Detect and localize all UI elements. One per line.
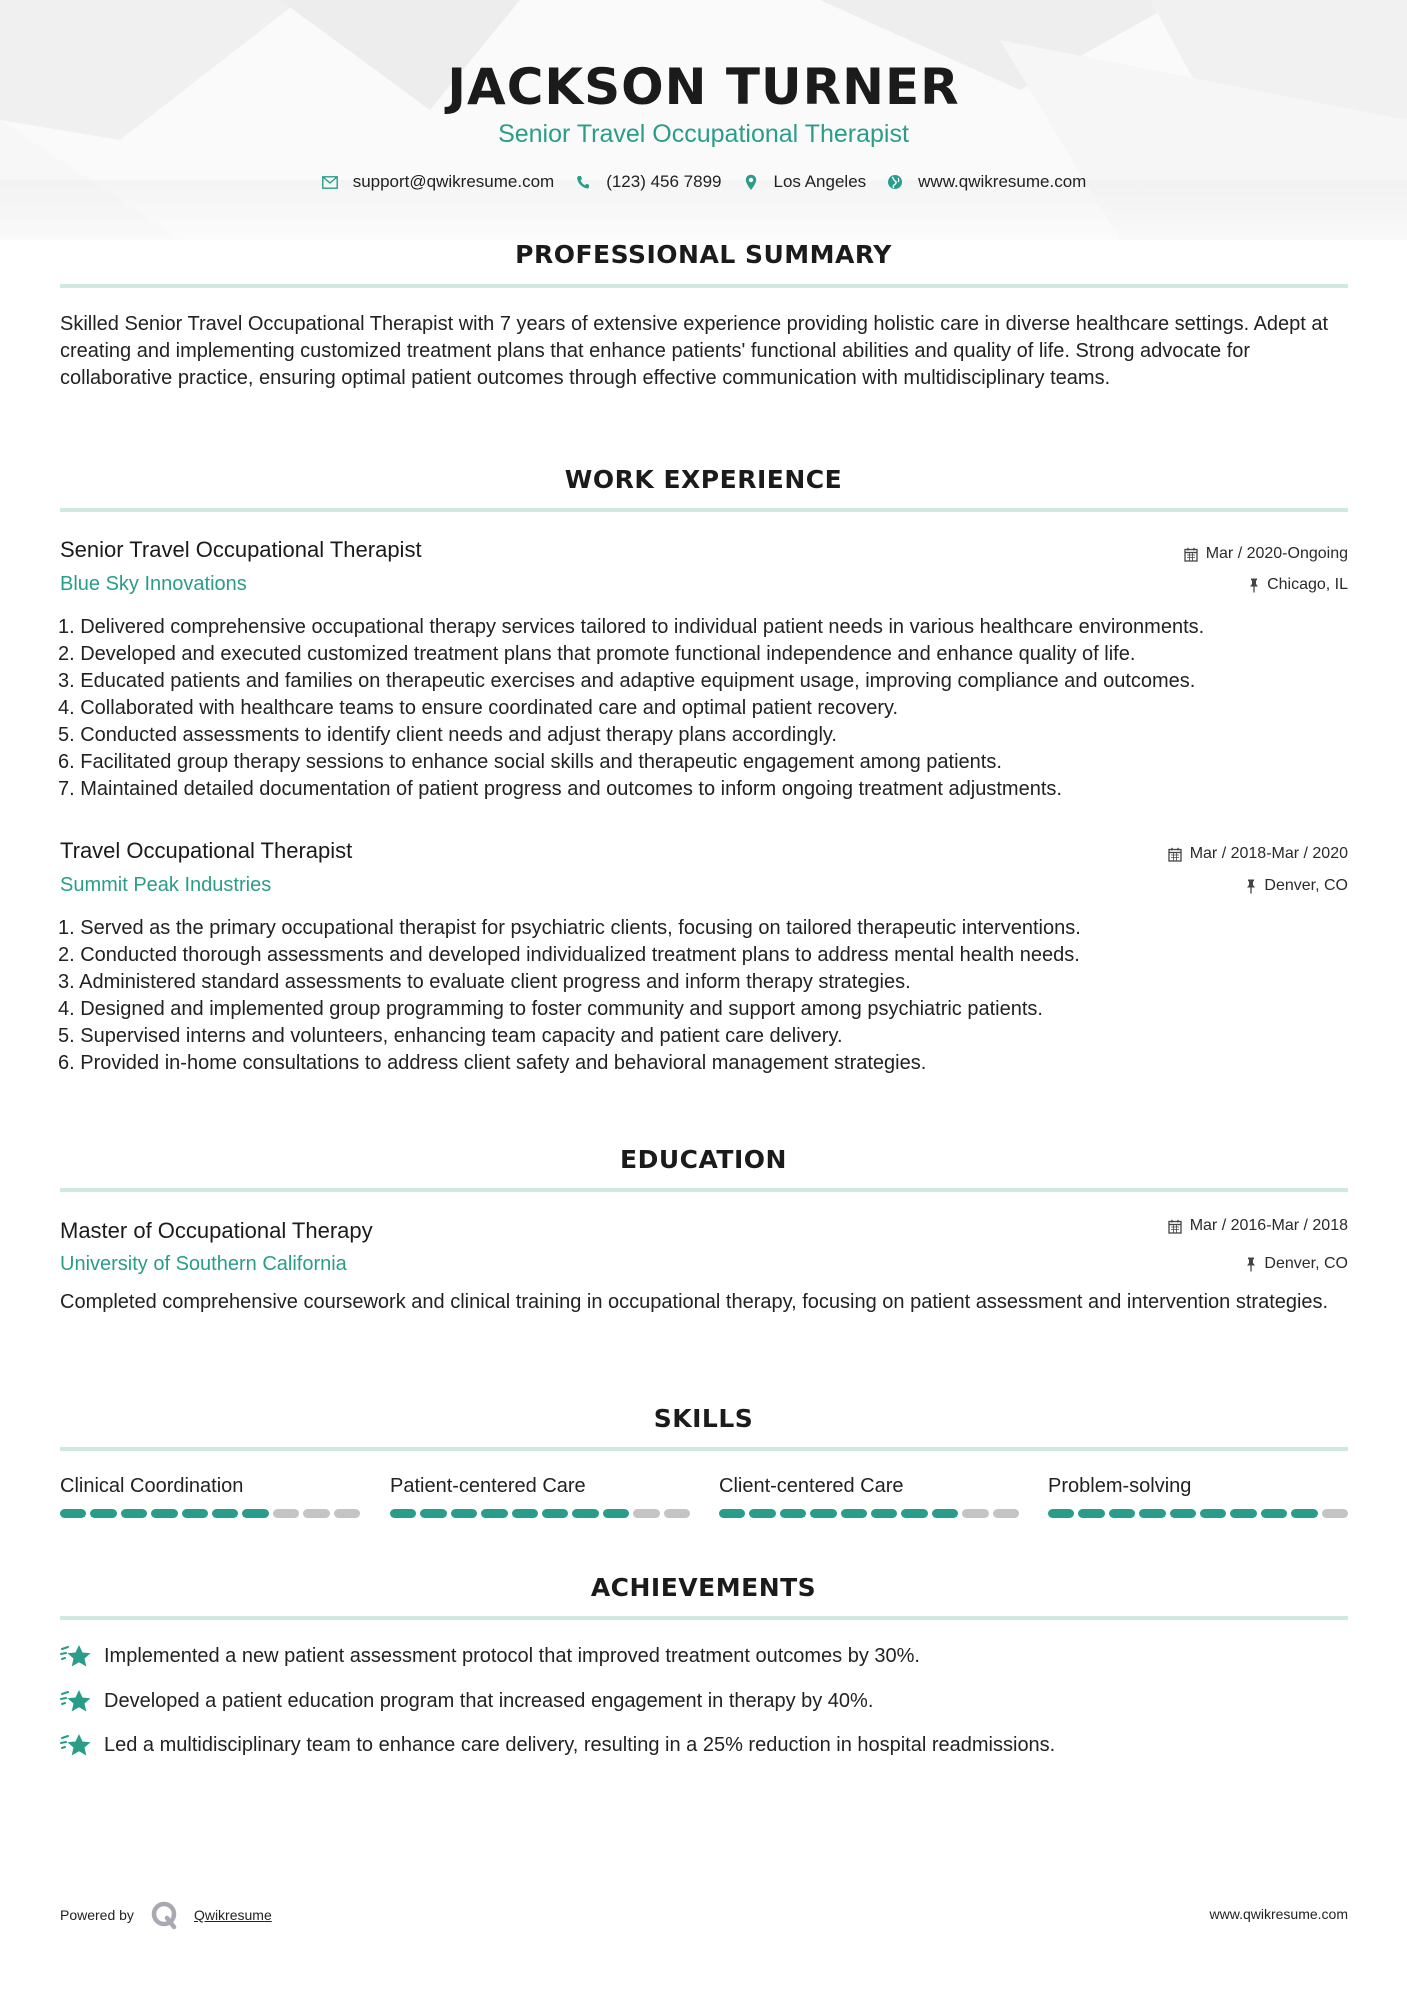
star-icon [60, 1687, 92, 1715]
bullet-item: 3. Educated patients and families on therapeutic exercises and adaptive equipment usage, improving compliance and outcomes. [58, 670, 1196, 692]
skill-segment-filled [451, 1509, 477, 1518]
section-heading-achievements: ACHIEVEMENTS [590, 1573, 817, 1602]
bullet-item: 4. Designed and implemented group programming to foster community and support among psychiatric patients. [58, 998, 1043, 1020]
skill-segment-filled [719, 1509, 745, 1518]
section-divider [60, 1188, 1348, 1192]
job-title: Travel Occupational Therapist [60, 838, 353, 863]
achievement-text: Developed a patient education program that increased engagement in therapy by 40%. [104, 1689, 874, 1712]
skill-segment-filled [1230, 1509, 1256, 1518]
skill-level-bar [390, 1509, 690, 1518]
section-heading-education: EDUCATION [620, 1145, 787, 1174]
bullet-item: 6. Provided in-home consultations to address client safety and behavioral management strategies. [58, 1052, 927, 1074]
job-location-text: Chicago, IL [1267, 576, 1348, 593]
skill-segment-filled [60, 1509, 86, 1518]
skill-segment-empty [1322, 1509, 1348, 1518]
map-pin-icon [742, 173, 760, 191]
skill-segment-filled [1200, 1509, 1226, 1518]
footer-website[interactable]: www.qwikresume.com [1209, 1906, 1348, 1922]
skill-item [60, 1475, 360, 1518]
skill-segment-filled [90, 1509, 116, 1518]
bullet-item: 7. Maintained detailed documentation of patient progress and outcomes to inform ongoing treatment adjustments. [58, 778, 1062, 800]
bullet-item: 5. Supervised interns and volunteers, enhancing team capacity and patient care delivery. [58, 1025, 843, 1047]
skill-segment-filled [1139, 1509, 1165, 1518]
skill-segment-empty [962, 1509, 988, 1518]
job-bullets [58, 614, 1358, 803]
skill-segment-filled [603, 1509, 629, 1518]
skill-segment-filled [390, 1509, 416, 1518]
job-dates-text: Mar / 2018-Mar / 2020 [1189, 845, 1348, 862]
skill-segment-filled [1291, 1509, 1317, 1518]
skill-level-bar [60, 1509, 360, 1518]
globe-icon [886, 173, 904, 191]
envelope-icon [321, 173, 339, 191]
section-divider [60, 284, 1348, 288]
skill-segment-filled [121, 1509, 147, 1518]
skill-item [1048, 1475, 1348, 1518]
section-divider [60, 1447, 1348, 1451]
summary-text: Skilled Senior Travel Occupational Therapist with 7 years of extensive experience providing holistic care in diverse healthcare settings. Adept at creating and implementing customized treatment plans that enhance patients' functional abilities and quality of life. Strong advocate for collaborative practice, ensuring optimal patient outcomes through effective communication with multidisciplinary teams. [60, 313, 1329, 389]
skill-segment-filled [1109, 1509, 1135, 1518]
education-dates [1168, 1217, 1348, 1235]
star-icon [60, 1731, 92, 1759]
skill-segment-filled [1170, 1509, 1196, 1518]
education-dates-text: Mar / 2016-Mar / 2018 [1189, 1217, 1348, 1234]
star-icon [60, 1642, 92, 1670]
bullet-item: 2. Conducted thorough assessments and developed individualized treatment plans to address mental health needs. [58, 944, 1080, 966]
bullet-item: 5. Conducted assessments to identify client needs and adjust therapy plans accordingly. [58, 724, 837, 746]
education-location-text: Denver, CO [1264, 1255, 1348, 1272]
section-heading-experience: WORK EXPERIENCE [564, 465, 843, 494]
pushpin-icon [1249, 578, 1259, 593]
skill-segment-filled [512, 1509, 538, 1518]
skill-name: Problem-solving [1048, 1475, 1192, 1497]
skill-segment-filled [481, 1509, 507, 1518]
job-title: Senior Travel Occupational Therapist [60, 537, 422, 562]
bullet-item: 3. Administered standard assessments to evaluate client progress and inform therapy strategies. [58, 971, 911, 993]
job-location [1249, 576, 1348, 594]
achievement-item [60, 1731, 1055, 1759]
contact-website-text: www.qwikresume.com [918, 172, 1087, 191]
contact-location-text: Los Angeles [773, 172, 867, 191]
phone-icon [574, 173, 592, 191]
bullet-item: 1. Delivered comprehensive occupational therapy services tailored to individual patient needs in various healthcare environments. [58, 616, 1205, 638]
skill-segment-filled [242, 1509, 268, 1518]
skill-segment-filled [810, 1509, 836, 1518]
job-location [1246, 877, 1348, 895]
skill-segment-filled [151, 1509, 177, 1518]
skill-segment-empty [664, 1509, 690, 1518]
section-heading-summary: PROFESSIONAL SUMMARY [515, 240, 892, 269]
pushpin-icon [1246, 1257, 1256, 1272]
skill-segment-filled [841, 1509, 867, 1518]
footer-powered-by [60, 1900, 272, 1930]
school-name: University of Southern California [60, 1253, 347, 1275]
skill-segment-filled [749, 1509, 775, 1518]
skill-segment-empty [993, 1509, 1019, 1518]
contact-website[interactable] [886, 172, 1086, 192]
contact-email-text: support@qwikresume.com [352, 172, 555, 191]
skill-name: Patient-centered Care [390, 1475, 586, 1497]
contact-phone[interactable] [574, 172, 721, 192]
qwikresume-link[interactable]: Qwikresume [193, 1907, 272, 1923]
contact-bar [0, 172, 1407, 192]
achievement-text: Led a multidisciplinary team to enhance care delivery, resulting in a 25% reduction in hospital readmissions. [104, 1733, 1056, 1756]
job-location-text: Denver, CO [1264, 877, 1348, 894]
education-description: Completed comprehensive coursework and clinical training in occupational therapy, focusing on patient assessment and intervention strategies. [60, 1291, 1329, 1313]
skill-segment-filled [871, 1509, 897, 1518]
skill-segment-empty [273, 1509, 299, 1518]
skill-segment-filled [780, 1509, 806, 1518]
achievement-item [60, 1642, 920, 1670]
job-dates [1184, 545, 1348, 563]
section-divider [60, 508, 1348, 512]
qwikresume-logo-icon [150, 1900, 180, 1930]
section-heading-skills: SKILLS [653, 1404, 754, 1433]
contact-email[interactable] [321, 172, 555, 192]
job-dates-text: Mar / 2020-Ongoing [1205, 545, 1348, 562]
skill-segment-empty [303, 1509, 329, 1518]
contact-location [742, 172, 867, 192]
skill-segment-empty [334, 1509, 360, 1518]
pushpin-icon [1246, 879, 1256, 894]
bullet-item: 6. Facilitated group therapy sessions to enhance social skills and therapeutic engagement among patients. [58, 751, 1002, 773]
job-dates [1168, 845, 1348, 863]
skill-name: Clinical Coordination [60, 1475, 244, 1497]
calendar-icon [1168, 1219, 1182, 1234]
skill-segment-filled [420, 1509, 446, 1518]
calendar-icon [1184, 547, 1198, 562]
calendar-icon [1168, 847, 1182, 862]
skill-segment-filled [542, 1509, 568, 1518]
skill-level-bar [719, 1509, 1019, 1518]
skill-segment-filled [1078, 1509, 1104, 1518]
skill-segment-filled [182, 1509, 208, 1518]
powered-by-label: Powered by [60, 1907, 134, 1923]
job-bullets [58, 915, 1358, 1077]
degree-title: Master of Occupational Therapy [60, 1218, 373, 1243]
skill-segment-filled [212, 1509, 238, 1518]
section-divider [60, 1616, 1348, 1620]
skill-segment-filled [1261, 1509, 1287, 1518]
skill-item [390, 1475, 690, 1518]
skill-segment-filled [1048, 1509, 1074, 1518]
contact-phone-text: (123) 456 7899 [606, 172, 722, 191]
skill-item [719, 1475, 1019, 1518]
bullet-item: 4. Collaborated with healthcare teams to ensure coordinated care and optimal patient recovery. [58, 697, 899, 719]
candidate-title: Senior Travel Occupational Therapist [498, 120, 909, 148]
skill-segment-filled [572, 1509, 598, 1518]
company-name: Blue Sky Innovations [60, 573, 247, 595]
achievement-item [60, 1687, 873, 1715]
skill-segment-empty [633, 1509, 659, 1518]
skill-segment-filled [901, 1509, 927, 1518]
achievement-text: Implemented a new patient assessment protocol that improved treatment outcomes by 30%. [104, 1644, 920, 1667]
bullet-item: 1. Served as the primary occupational therapist for psychiatric clients, focusing on tailored therapeutic interventions. [58, 917, 1081, 939]
education-location [1246, 1255, 1348, 1273]
skill-name: Client-centered Care [719, 1475, 904, 1497]
candidate-name: JACKSON TURNER [447, 58, 960, 116]
skill-segment-filled [932, 1509, 958, 1518]
bullet-item: 2. Developed and executed customized treatment plans that promote functional independence and enhance quality of life. [58, 643, 1136, 665]
company-name: Summit Peak Industries [60, 874, 272, 896]
skill-level-bar [1048, 1509, 1348, 1518]
